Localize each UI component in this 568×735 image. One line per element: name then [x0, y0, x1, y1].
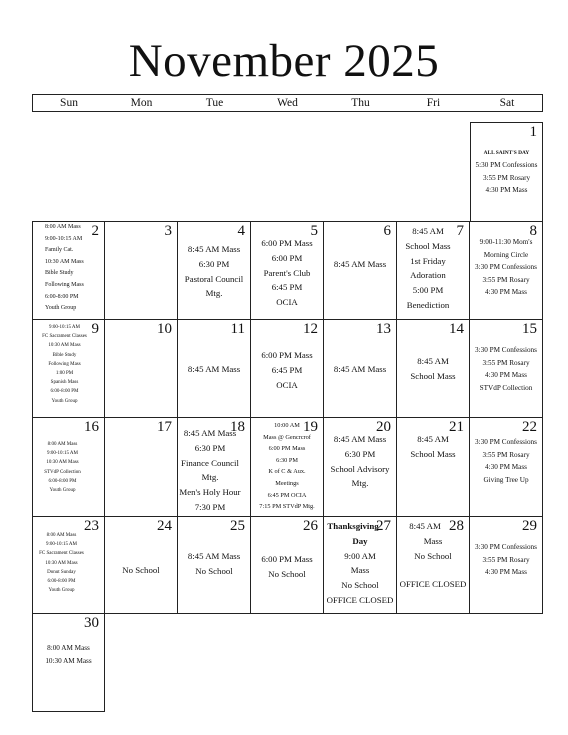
event-line: Giving Tree Up	[483, 475, 529, 484]
day-number: 5	[310, 223, 318, 239]
event-line: No School	[341, 580, 379, 591]
day-number: 19	[303, 419, 318, 435]
event-line: Mass	[423, 535, 443, 546]
event-line: 6:30 PM	[198, 258, 230, 269]
event-line: FC Sacrament Classes	[39, 551, 84, 557]
weekday-sun: Sun	[60, 97, 78, 109]
weekday-header	[32, 94, 543, 112]
event-line: 8:45 AM Mass	[183, 428, 237, 438]
event-line: 8:45 AM Mass	[187, 551, 241, 561]
day-events	[324, 519, 396, 608]
event-line: Youth Group	[51, 398, 78, 404]
event-line: 8:45 AM	[417, 434, 449, 444]
event-line: FC Sacrament Classes	[42, 334, 87, 340]
day-cell-17	[104, 417, 178, 517]
event-line: 4:30 PM Mass	[485, 371, 527, 379]
day-number: 2	[91, 223, 99, 239]
event-line: 3:30 PM Confessions	[475, 438, 537, 446]
event-line: 10:30 AM Mass	[45, 560, 78, 566]
event-line: STVdP Collection	[479, 383, 533, 392]
day-events	[470, 344, 542, 394]
event-line: 7:30 PM	[194, 501, 226, 512]
day-cell-21	[396, 417, 470, 517]
event-line: 6:30 PM	[344, 448, 376, 459]
event-line: 8:45 AM Mass	[187, 244, 241, 254]
day-number: 15	[522, 321, 537, 337]
event-line: 8:00 AM Mass	[45, 224, 81, 230]
event-line: 8:45 AM Mass	[333, 434, 387, 444]
day-events	[178, 362, 250, 377]
event-line: 6:00 PM Mass	[268, 445, 306, 453]
day-number: 25	[230, 518, 245, 534]
day-cell-15	[469, 319, 543, 418]
event-line: Youth Group	[48, 588, 75, 594]
event-line: OCIA	[276, 379, 298, 390]
event-line: 10:30 AM Mass	[46, 460, 79, 466]
day-cell-29	[469, 516, 543, 614]
day-cell-12	[250, 319, 324, 418]
event-line: 10:30 AM Mass	[45, 258, 84, 265]
event-line: 8:45 AM Mass	[333, 364, 387, 374]
day-cell-26	[250, 516, 324, 614]
day-cell-14	[396, 319, 470, 418]
day-number: 3	[164, 223, 172, 239]
event-line: 8:00 AM Mass	[46, 533, 77, 538]
event-line: OFFICE CLOSED	[399, 579, 467, 590]
event-line: Spanish Mass	[50, 380, 79, 386]
day-cell-2	[32, 221, 105, 320]
day-events	[33, 531, 90, 595]
day-number: 30	[84, 615, 99, 631]
day-events	[33, 440, 92, 495]
event-line: School Mass	[410, 448, 456, 459]
day-events	[105, 563, 177, 578]
event-line: Benediction	[406, 299, 450, 310]
event-line: School Mass	[410, 370, 456, 381]
event-line: 6:00-8:00 PM	[50, 389, 79, 395]
event-line: Family Cat.	[45, 247, 74, 254]
event-line: School Advisory	[330, 463, 390, 474]
event-line: 9:00 AM	[344, 550, 376, 561]
event-line: 3:30 PM Confessions	[475, 346, 537, 354]
event-line: 7:15 PM STVdP Mtg.	[259, 503, 315, 511]
event-line: Following Mass	[48, 361, 81, 367]
day-cell-6	[323, 221, 397, 320]
day-events	[251, 552, 323, 582]
event-line: OFFICE CLOSED	[326, 594, 394, 605]
event-line: No School	[414, 550, 452, 561]
event-line: 6:00 PM Mass	[261, 350, 313, 360]
event-line: No School	[268, 568, 306, 579]
event-line: 3:55 PM Rosary	[482, 450, 530, 459]
day-cell-24	[104, 516, 178, 614]
event-line: Mass	[350, 565, 370, 576]
event-line: 3:30 PM Confessions	[475, 543, 537, 551]
event-line: 8:45 AM	[417, 356, 449, 366]
day-events	[471, 147, 542, 197]
event-line: 1st Friday	[410, 255, 446, 266]
day-events	[324, 257, 396, 272]
event-line: 3:55 PM Rosary	[482, 275, 530, 284]
event-line: 9:00-10:15 AM	[49, 325, 80, 330]
day-events	[251, 348, 323, 392]
day-events	[33, 642, 104, 667]
day-number: 29	[522, 518, 537, 534]
day-number: 11	[230, 321, 245, 337]
day-cell-13	[323, 319, 397, 418]
day-number: 9	[91, 321, 99, 337]
day-number: 8	[529, 223, 537, 239]
day-cell-5	[250, 221, 324, 320]
event-line: Mtg.	[201, 472, 219, 483]
calendar-title: November 2025	[128, 35, 440, 87]
event-line: 9:00-10:15 AM	[45, 235, 83, 242]
event-line: 10:00 AM	[274, 422, 300, 429]
day-events	[33, 323, 96, 406]
event-line: 5:30 PM Confessions	[475, 161, 538, 169]
day-cell-4	[177, 221, 251, 320]
event-line: Youth Group	[45, 305, 77, 312]
event-line: 6:00 PM Mass	[261, 238, 313, 248]
weekday-wed: Wed	[277, 97, 298, 109]
event-line: Mtg.	[205, 288, 223, 299]
event-line: Meetings	[275, 479, 299, 487]
event-line: 3:30 PM Confessions	[475, 263, 537, 271]
event-line: No School	[195, 565, 233, 576]
event-line: 3:55 PM Rosary	[482, 358, 530, 367]
event-line: 6:00-8:00 PM	[45, 293, 79, 300]
day-cell-1	[470, 122, 543, 222]
day-events	[397, 224, 459, 313]
day-events	[397, 354, 469, 384]
event-line: Pastoral Council	[184, 273, 244, 284]
day-events	[324, 362, 396, 377]
day-number: 1	[529, 124, 537, 140]
weekday-fri: Fri	[426, 97, 441, 109]
day-number: 27	[376, 518, 391, 534]
event-line: 4:30 PM Mass	[485, 568, 527, 576]
day-cell-16	[32, 417, 105, 517]
event-line: 6:45 PM	[271, 364, 303, 375]
event-line: Bible Study	[45, 270, 74, 277]
day-events	[178, 426, 242, 515]
event-line: 3:55 PM Rosary	[482, 173, 531, 182]
event-line: 5:00 PM	[412, 285, 444, 296]
event-line: 4:30 PM Mass	[485, 463, 527, 471]
event-line: Finance Council	[181, 457, 239, 468]
event-line: 3:55 PM Rosary	[482, 555, 530, 564]
day-cell-11	[177, 319, 251, 418]
event-line: 8:00 AM Mass	[47, 442, 78, 447]
weekday-mon: Mon	[130, 97, 153, 109]
day-cell-9	[32, 319, 105, 418]
event-line: 8:45 AM Mass	[187, 364, 241, 374]
day-number: 6	[383, 223, 391, 239]
day-cell-25	[177, 516, 251, 614]
day-events	[397, 519, 469, 592]
event-line: 6:45 PM	[271, 282, 303, 293]
day-events	[470, 236, 542, 299]
event-line: Mtg.	[351, 478, 369, 489]
event-line: Donut Sunday	[47, 569, 76, 575]
day-cell-23	[32, 516, 105, 614]
event-line: ALL SAINT'S DAY	[483, 150, 530, 156]
event-line: 6:00-8:00 PM	[47, 579, 76, 585]
day-cell-19	[250, 417, 324, 517]
day-events	[178, 549, 250, 579]
day-number: 23	[84, 518, 99, 534]
event-line: Men's Holy Hour	[179, 487, 241, 498]
day-number: 17	[157, 419, 172, 435]
day-cell-18	[177, 417, 251, 517]
event-line: Day	[352, 535, 368, 546]
event-line: Mass @ Gencrcrof	[263, 433, 311, 441]
event-line: 6:45 PM OCIA	[267, 491, 307, 499]
event-line: 1:00 PM	[55, 371, 74, 377]
event-line: Thanksgiving	[327, 521, 379, 531]
event-line: 4:30 PM Mass	[485, 288, 527, 296]
day-cell-20	[323, 417, 397, 517]
day-events	[251, 420, 323, 513]
day-cell-22	[469, 417, 543, 517]
event-line: 6:00 PM	[271, 252, 303, 263]
day-number: 10	[157, 321, 172, 337]
day-number: 22	[522, 419, 537, 435]
event-line: 9:00-10:15 AM	[46, 542, 77, 548]
event-line: Adoration	[410, 270, 446, 281]
event-line: 6:00-8:00 PM	[48, 478, 77, 484]
day-cell-30	[32, 613, 105, 712]
event-line: 10:30 AM Mass	[48, 343, 81, 349]
day-number: 26	[303, 518, 318, 534]
day-number: 13	[376, 321, 391, 337]
event-line: Youth Group	[49, 488, 76, 494]
day-events	[251, 236, 323, 310]
day-events	[45, 222, 104, 315]
event-line: 8:45 AM Mass	[333, 259, 387, 269]
event-line: 9:00-10:15 AM	[47, 451, 78, 457]
event-line: 6:00 PM Mass	[261, 554, 313, 564]
day-number: 18	[230, 419, 245, 435]
day-events	[324, 432, 396, 491]
day-events	[470, 436, 542, 486]
event-line: 6:30 PM	[194, 442, 226, 453]
event-line: 4:30 PM Mass	[485, 186, 528, 194]
event-line: 9:00-11:30 Mom's	[479, 238, 533, 246]
event-line: Following Mass	[45, 281, 84, 288]
day-events	[397, 432, 469, 462]
day-number: 12	[303, 321, 318, 337]
event-line: 6:30 PM	[276, 456, 298, 464]
day-cell-10	[104, 319, 178, 418]
day-events	[470, 541, 542, 579]
day-cell-3	[104, 221, 178, 320]
day-number: 24	[157, 518, 172, 534]
day-cell-28	[396, 516, 470, 614]
weekday-tue: Tue	[205, 97, 224, 109]
day-number: 28	[449, 518, 464, 534]
event-line: OCIA	[276, 297, 298, 308]
event-line: Bible Study	[52, 352, 77, 358]
weekday-sat: Sat	[499, 97, 515, 109]
event-line: K of C & Aux.	[268, 468, 306, 476]
day-number: 16	[84, 419, 99, 435]
day-events	[178, 242, 250, 301]
event-line: Morning Circle	[483, 250, 529, 259]
day-cell-8	[469, 221, 543, 320]
day-cell-27	[323, 516, 397, 614]
event-line: 8:45 AM	[412, 226, 444, 236]
day-number: 14	[449, 321, 464, 337]
event-line: Parent's Club	[263, 267, 311, 278]
day-number: 4	[237, 223, 245, 239]
day-number: 7	[456, 223, 464, 239]
day-cell-7	[396, 221, 470, 320]
event-line: School Mass	[405, 240, 451, 251]
day-number: 21	[449, 419, 464, 435]
event-line: No School	[122, 565, 160, 575]
event-line: 10:30 AM Mass	[45, 656, 92, 665]
day-number: 20	[376, 419, 391, 435]
event-line: 8:00 AM Mass	[47, 644, 90, 652]
event-line: STVdP Collection	[44, 469, 81, 475]
event-line: 8:45 AM	[409, 521, 441, 531]
weekday-thu: Thu	[351, 97, 370, 109]
